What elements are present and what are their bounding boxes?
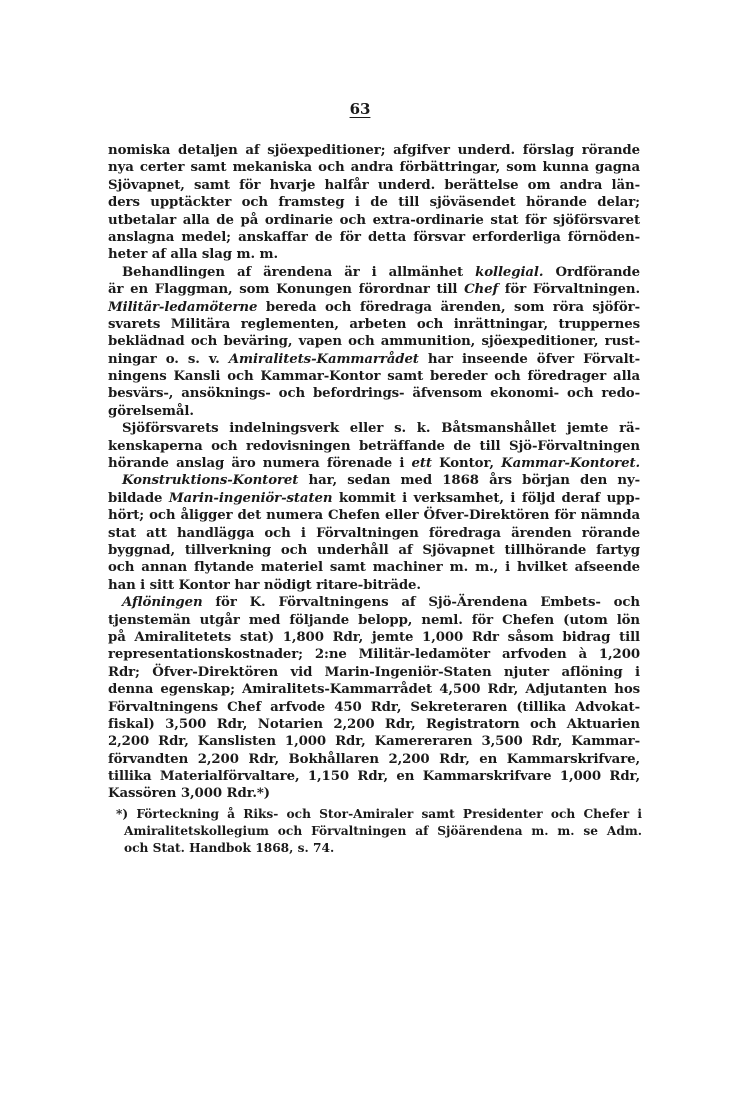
italic-term: Amiralitets-Kammarrådet [228, 351, 419, 367]
body-line: byggnad, tillverkning och underhåll af Sjövapnet tillhörande fartyg [108, 542, 640, 558]
body-line: han i sitt Kontor har nödigt ritare-biträde. [108, 577, 421, 593]
body-line: ningar o. s. v. Amiralitets-Kammarrådet har inseende öfver Förvalt- [108, 351, 640, 367]
body-line: Militär-ledamöterne bereda och föredraga ärenden, som röra sjöför- [108, 299, 640, 315]
italic-term: kollegial. [475, 264, 544, 280]
body-line: representationskostnader; 2:ne Militär-ledamöter arfvoden à 1,200 [108, 647, 640, 663]
body-line: svarets Militära reglementen, arbeten och inrättningar, truppernes [108, 316, 640, 332]
body-line: och annan flytande materiel samt machiner m. m., i hvilket afseende [108, 560, 640, 576]
body-line: utbetalar alla de på ordinarie och extra-ordinarie stat för sjöförsvaret [108, 212, 640, 228]
body-line: Sjöförsvarets indelningsverk eller s. k. Båtsmanshållet jemte rä- [122, 421, 640, 437]
body-line: Sjövapnet, samt för hvarje halfår underd. berättelse om andra län- [108, 177, 640, 193]
body-line: är en Flaggman, som Konungen förordnar till Chef för Förvaltningen. [108, 282, 640, 298]
body-line: ningens Kansli och Kammar-Kontor samt bereder och föredrager alla [108, 369, 640, 385]
italic-term: Marin-ingeniör-staten [168, 490, 333, 506]
body-line: heter af alla slag m. m. [108, 247, 278, 263]
body-line: Aflöningen för K. Förvaltningens af Sjö-Ärendena Embets- och [122, 595, 640, 611]
body-line: Behandlingen af ärendena är i allmänhet kollegial. Ordförande [122, 264, 640, 280]
body-line: Förvaltningens Chef arfvode 450 Rdr, Sekreteraren (tillika Advokat- [108, 699, 640, 715]
body-line: nya certer samt mekaniska och andra förbättringar, som kunna gagna [108, 160, 640, 176]
body-line: förvandten 2,200 Rdr, Bokhållaren 2,200 Rdr, en Kammarskrifvare, [108, 751, 640, 767]
page-number: 63 [349, 100, 371, 118]
body-line: nomiska detaljen af sjöexpeditioner; afgifver underd. förslag rörande [108, 143, 640, 158]
italic-term: Aflöningen [122, 595, 203, 611]
body-line: stat att handlägga och i Förvaltningen föredraga ärenden rörande [108, 525, 640, 541]
body-line: hört; och åligger det numera Chefen eller Öfver-Direktören för nämnda [108, 508, 640, 524]
italic-term: ett [411, 456, 432, 472]
footnote-line: och Stat. Handbok 1868, s. 74. [124, 841, 335, 855]
body-line: fiskal) 3,500 Rdr, Notarien 2,200 Rdr, Registratorn och Aktuarien [108, 716, 640, 732]
body-line: Rdr; Öfver-Direktören vid Marin-Ingeniör-Staten njuter aflöning i [108, 664, 640, 680]
body-line: på Amiralitetets stat) 1,800 Rdr, jemte 1,000 Rdr såsom bidrag till [108, 629, 640, 645]
italic-term: Kammar-Kontoret. [501, 456, 641, 472]
body-line: tjenstemän utgår med följande belopp, neml. för Chefen (utom lön [108, 612, 640, 628]
footnote [116, 806, 642, 857]
body-line: denna egenskap; Amiralitets-Kammarrådet 4,500 Rdr, Adjutanten hos [108, 682, 640, 698]
body-line: hörande anslag äro numera förenade i ett Kontor, Kammar-Kontoret. [108, 456, 641, 472]
body-line: beklädnad och beväring, vapen och ammunition, sjöexpeditioner, rust- [108, 334, 640, 350]
body-line: anslagna medel; anskaffar de för detta försvar erforderliga förnöden- [108, 229, 640, 245]
body-line: görelsemål. [108, 403, 194, 419]
italic-term: Chef [464, 282, 499, 298]
body-line: besvärs-, ansöknings- och befordrings- äfvensom ekonomi- och redo- [108, 386, 640, 402]
body-line: ders upptäckter och framsteg i de till sjöväsendet hörande delar; [108, 195, 640, 211]
italic-term: Konstruktions-Kontoret [122, 473, 299, 489]
body-line: 2,200 Rdr, Kanslisten 1,000 Rdr, Kamereraren 3,500 Rdr, Kammar- [108, 734, 640, 750]
body-line: bildade Marin-ingeniör-staten kommit i verksamhet, i följd deraf upp- [108, 490, 640, 506]
body-line: kenskaperna och redovisningen beträffande de till Sjö-Förvaltningen [108, 438, 640, 454]
body-line: Konstruktions-Kontoret har, sedan med 1868 års början den ny- [122, 473, 640, 489]
italic-term: Militär-ledamöterne [108, 299, 258, 315]
body-text [108, 142, 640, 803]
footnote-line: Amiralitetskollegium och Förvaltningen af Sjöärendena m. m. se Adm. [124, 824, 642, 838]
body-line: tillika Materialförvaltare, 1,150 Rdr, en Kammarskrifvare 1,000 Rdr, [108, 769, 640, 785]
footnote-line: *) Förteckning å Riks- och Stor-Amiraler samt Presidenter och Chefer i [116, 807, 642, 821]
body-line: Kassören 3,000 Rdr.*) [108, 786, 270, 802]
